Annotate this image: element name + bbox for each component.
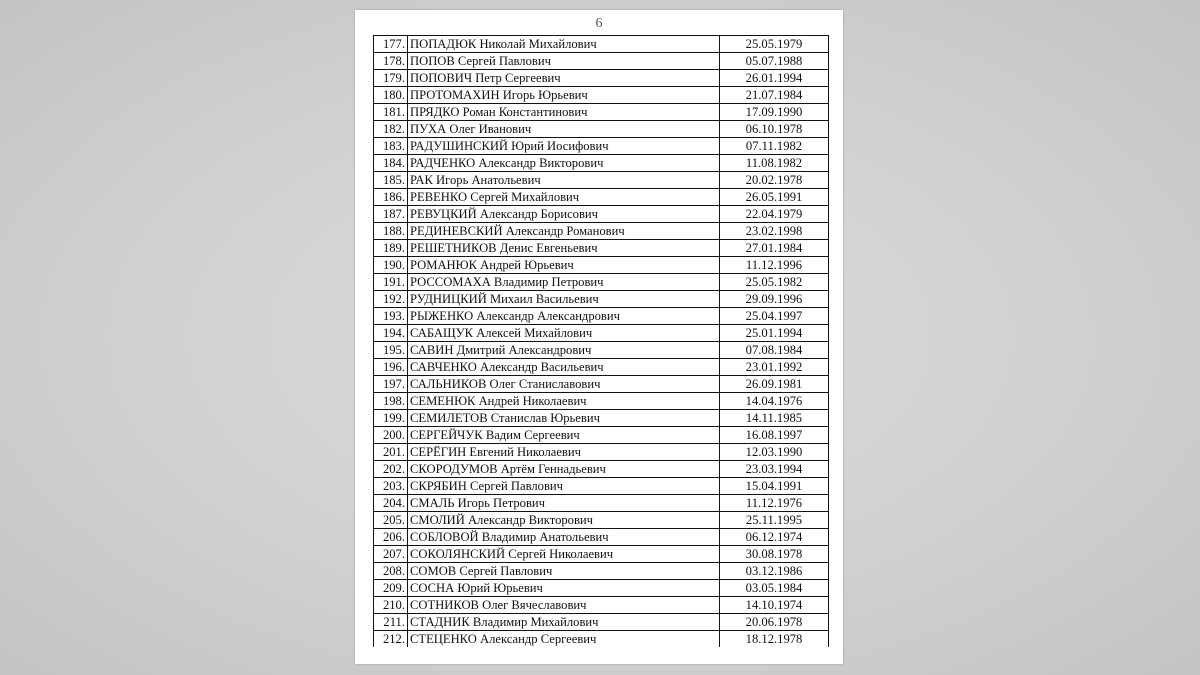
birth-date-cell: 25.11.1995 <box>720 512 829 529</box>
table-row <box>374 546 829 563</box>
full-name-cell: РЕВУЦКИЙ Александр Борисович <box>408 206 720 223</box>
birth-date-cell: 30.08.1978 <box>720 546 829 563</box>
table-row <box>374 53 829 70</box>
full-name-cell: СЕРГЕЙЧУК Вадим Сергеевич <box>408 427 720 444</box>
row-number-cell: 206. <box>374 529 408 546</box>
row-number-cell: 178. <box>374 53 408 70</box>
row-number-cell: 201. <box>374 444 408 461</box>
row-number-cell: 199. <box>374 410 408 427</box>
birth-date-cell: 11.08.1982 <box>720 155 829 172</box>
table-row <box>374 393 829 410</box>
birth-date-cell: 20.06.1978 <box>720 614 829 631</box>
table-row <box>374 495 829 512</box>
birth-date-cell: 11.12.1996 <box>720 257 829 274</box>
birth-date-cell: 25.04.1997 <box>720 308 829 325</box>
birth-date-cell: 05.07.1988 <box>720 53 829 70</box>
row-number-cell: 209. <box>374 580 408 597</box>
row-number-cell: 193. <box>374 308 408 325</box>
row-number-cell: 210. <box>374 597 408 614</box>
birth-date-cell: 26.09.1981 <box>720 376 829 393</box>
table-row <box>374 631 829 648</box>
table-row <box>374 512 829 529</box>
document-page <box>355 10 843 664</box>
full-name-cell: РЕВЕНКО Сергей Михайлович <box>408 189 720 206</box>
full-name-cell: СКОРОДУМОВ Артём Геннадьевич <box>408 461 720 478</box>
table-row <box>374 580 829 597</box>
row-number-cell: 195. <box>374 342 408 359</box>
row-number-cell: 181. <box>374 104 408 121</box>
full-name-cell: СОМОВ Сергей Павлович <box>408 563 720 580</box>
birth-date-cell: 20.02.1978 <box>720 172 829 189</box>
birth-date-cell: 21.07.1984 <box>720 87 829 104</box>
full-name-cell: РОМАНЮК Андрей Юрьевич <box>408 257 720 274</box>
row-number-cell: 207. <box>374 546 408 563</box>
table-row <box>374 121 829 138</box>
table-row <box>374 444 829 461</box>
row-number-cell: 185. <box>374 172 408 189</box>
table-row <box>374 155 829 172</box>
birth-date-cell: 16.08.1997 <box>720 427 829 444</box>
birth-date-cell: 14.10.1974 <box>720 597 829 614</box>
row-number-cell: 179. <box>374 70 408 87</box>
row-number-cell: 192. <box>374 291 408 308</box>
roster-table <box>373 35 829 647</box>
table-row <box>374 308 829 325</box>
row-number-cell: 182. <box>374 121 408 138</box>
row-number-cell: 186. <box>374 189 408 206</box>
row-number-cell: 188. <box>374 223 408 240</box>
birth-date-cell: 26.05.1991 <box>720 189 829 206</box>
table-row <box>374 597 829 614</box>
full-name-cell: СОТНИКОВ Олег Вячеславович <box>408 597 720 614</box>
birth-date-cell: 29.09.1996 <box>720 291 829 308</box>
full-name-cell: СМАЛЬ Игорь Петрович <box>408 495 720 512</box>
full-name-cell: СМОЛИЙ Александр Викторович <box>408 512 720 529</box>
table-row <box>374 325 829 342</box>
table-row <box>374 478 829 495</box>
birth-date-cell: 07.11.1982 <box>720 138 829 155</box>
full-name-cell: СОСНА Юрий Юрьевич <box>408 580 720 597</box>
full-name-cell: ПОПАДЮК Николай Михайлович <box>408 36 720 53</box>
birth-date-cell: 15.04.1991 <box>720 478 829 495</box>
table-row <box>374 342 829 359</box>
birth-date-cell: 23.03.1994 <box>720 461 829 478</box>
row-number-cell: 198. <box>374 393 408 410</box>
full-name-cell: РЕДИНЕВСКИЙ Александр Романович <box>408 223 720 240</box>
row-number-cell: 196. <box>374 359 408 376</box>
row-number-cell: 205. <box>374 512 408 529</box>
table-row <box>374 376 829 393</box>
full-name-cell: СКРЯБИН Сергей Павлович <box>408 478 720 495</box>
full-name-cell: РОССОМАХА Владимир Петрович <box>408 274 720 291</box>
birth-date-cell: 07.08.1984 <box>720 342 829 359</box>
row-number-cell: 187. <box>374 206 408 223</box>
birth-date-cell: 14.04.1976 <box>720 393 829 410</box>
full-name-cell: РАК Игорь Анатольевич <box>408 172 720 189</box>
birth-date-cell: 26.01.1994 <box>720 70 829 87</box>
table-row <box>374 359 829 376</box>
full-name-cell: РУДНИЦКИЙ Михаил Васильевич <box>408 291 720 308</box>
table-row <box>374 291 829 308</box>
full-name-cell: СТЕЦЕНКО Александр Сергеевич <box>408 631 720 648</box>
full-name-cell: СОБЛОВОЙ Владимир Анатольевич <box>408 529 720 546</box>
table-row <box>374 563 829 580</box>
birth-date-cell: 11.12.1976 <box>720 495 829 512</box>
full-name-cell: СЕРЁГИН Евгений Николаевич <box>408 444 720 461</box>
full-name-cell: СТАДНИК Владимир Михайлович <box>408 614 720 631</box>
row-number-cell: 200. <box>374 427 408 444</box>
birth-date-cell: 22.04.1979 <box>720 206 829 223</box>
birth-date-cell: 18.12.1978 <box>720 631 829 648</box>
full-name-cell: ПОПОВ Сергей Павлович <box>408 53 720 70</box>
row-number-cell: 211. <box>374 614 408 631</box>
full-name-cell: РАДУШИНСКИЙ Юрий Иосифович <box>408 138 720 155</box>
full-name-cell: СОКОЛЯНСКИЙ Сергей Николаевич <box>408 546 720 563</box>
full-name-cell: РАДЧЕНКО Александр Викторович <box>408 155 720 172</box>
birth-date-cell: 12.03.1990 <box>720 444 829 461</box>
row-number-cell: 203. <box>374 478 408 495</box>
table-row <box>374 274 829 291</box>
table-row <box>374 172 829 189</box>
birth-date-cell: 25.01.1994 <box>720 325 829 342</box>
birth-date-cell: 03.12.1986 <box>720 563 829 580</box>
row-number-cell: 183. <box>374 138 408 155</box>
row-number-cell: 177. <box>374 36 408 53</box>
row-number-cell: 189. <box>374 240 408 257</box>
row-number-cell: 202. <box>374 461 408 478</box>
birth-date-cell: 25.05.1982 <box>720 274 829 291</box>
full-name-cell: САВЧЕНКО Александр Васильевич <box>408 359 720 376</box>
table-row <box>374 206 829 223</box>
table-row <box>374 138 829 155</box>
table-row <box>374 87 829 104</box>
table-row <box>374 240 829 257</box>
table-row <box>374 529 829 546</box>
birth-date-cell: 06.12.1974 <box>720 529 829 546</box>
roster-table-body <box>374 36 829 648</box>
full-name-cell: САЛЬНИКОВ Олег Станиславович <box>408 376 720 393</box>
row-number-cell: 197. <box>374 376 408 393</box>
row-number-cell: 204. <box>374 495 408 512</box>
page-number: 6 <box>595 16 603 31</box>
table-row <box>374 223 829 240</box>
birth-date-cell: 23.01.1992 <box>720 359 829 376</box>
full-name-cell: ПРЯДКО Роман Константинович <box>408 104 720 121</box>
table-row <box>374 461 829 478</box>
row-number-cell: 208. <box>374 563 408 580</box>
birth-date-cell: 27.01.1984 <box>720 240 829 257</box>
full-name-cell: СЕМЕНЮК Андрей Николаевич <box>408 393 720 410</box>
table-row <box>374 36 829 53</box>
table-row <box>374 427 829 444</box>
full-name-cell: ПУХА Олег Иванович <box>408 121 720 138</box>
table-row <box>374 70 829 87</box>
row-number-cell: 190. <box>374 257 408 274</box>
row-number-cell: 212. <box>374 631 408 648</box>
full-name-cell: ПРОТОМАХИН Игорь Юрьевич <box>408 87 720 104</box>
birth-date-cell: 14.11.1985 <box>720 410 829 427</box>
table-row <box>374 257 829 274</box>
row-number-cell: 194. <box>374 325 408 342</box>
full-name-cell: САБАЩУК Алексей Михайлович <box>408 325 720 342</box>
table-row <box>374 189 829 206</box>
table-row <box>374 614 829 631</box>
birth-date-cell: 17.09.1990 <box>720 104 829 121</box>
birth-date-cell: 23.02.1998 <box>720 223 829 240</box>
row-number-cell: 184. <box>374 155 408 172</box>
full-name-cell: САВИН Дмитрий Александрович <box>408 342 720 359</box>
full-name-cell: СЕМИЛЕТОВ Станислав Юрьевич <box>408 410 720 427</box>
row-number-cell: 191. <box>374 274 408 291</box>
table-row <box>374 410 829 427</box>
full-name-cell: РЫЖЕНКО Александр Александрович <box>408 308 720 325</box>
birth-date-cell: 06.10.1978 <box>720 121 829 138</box>
full-name-cell: РЕШЕТНИКОВ Денис Евгеньевич <box>408 240 720 257</box>
table-row <box>374 104 829 121</box>
birth-date-cell: 25.05.1979 <box>720 36 829 53</box>
full-name-cell: ПОПОВИЧ Петр Сергеевич <box>408 70 720 87</box>
row-number-cell: 180. <box>374 87 408 104</box>
birth-date-cell: 03.05.1984 <box>720 580 829 597</box>
